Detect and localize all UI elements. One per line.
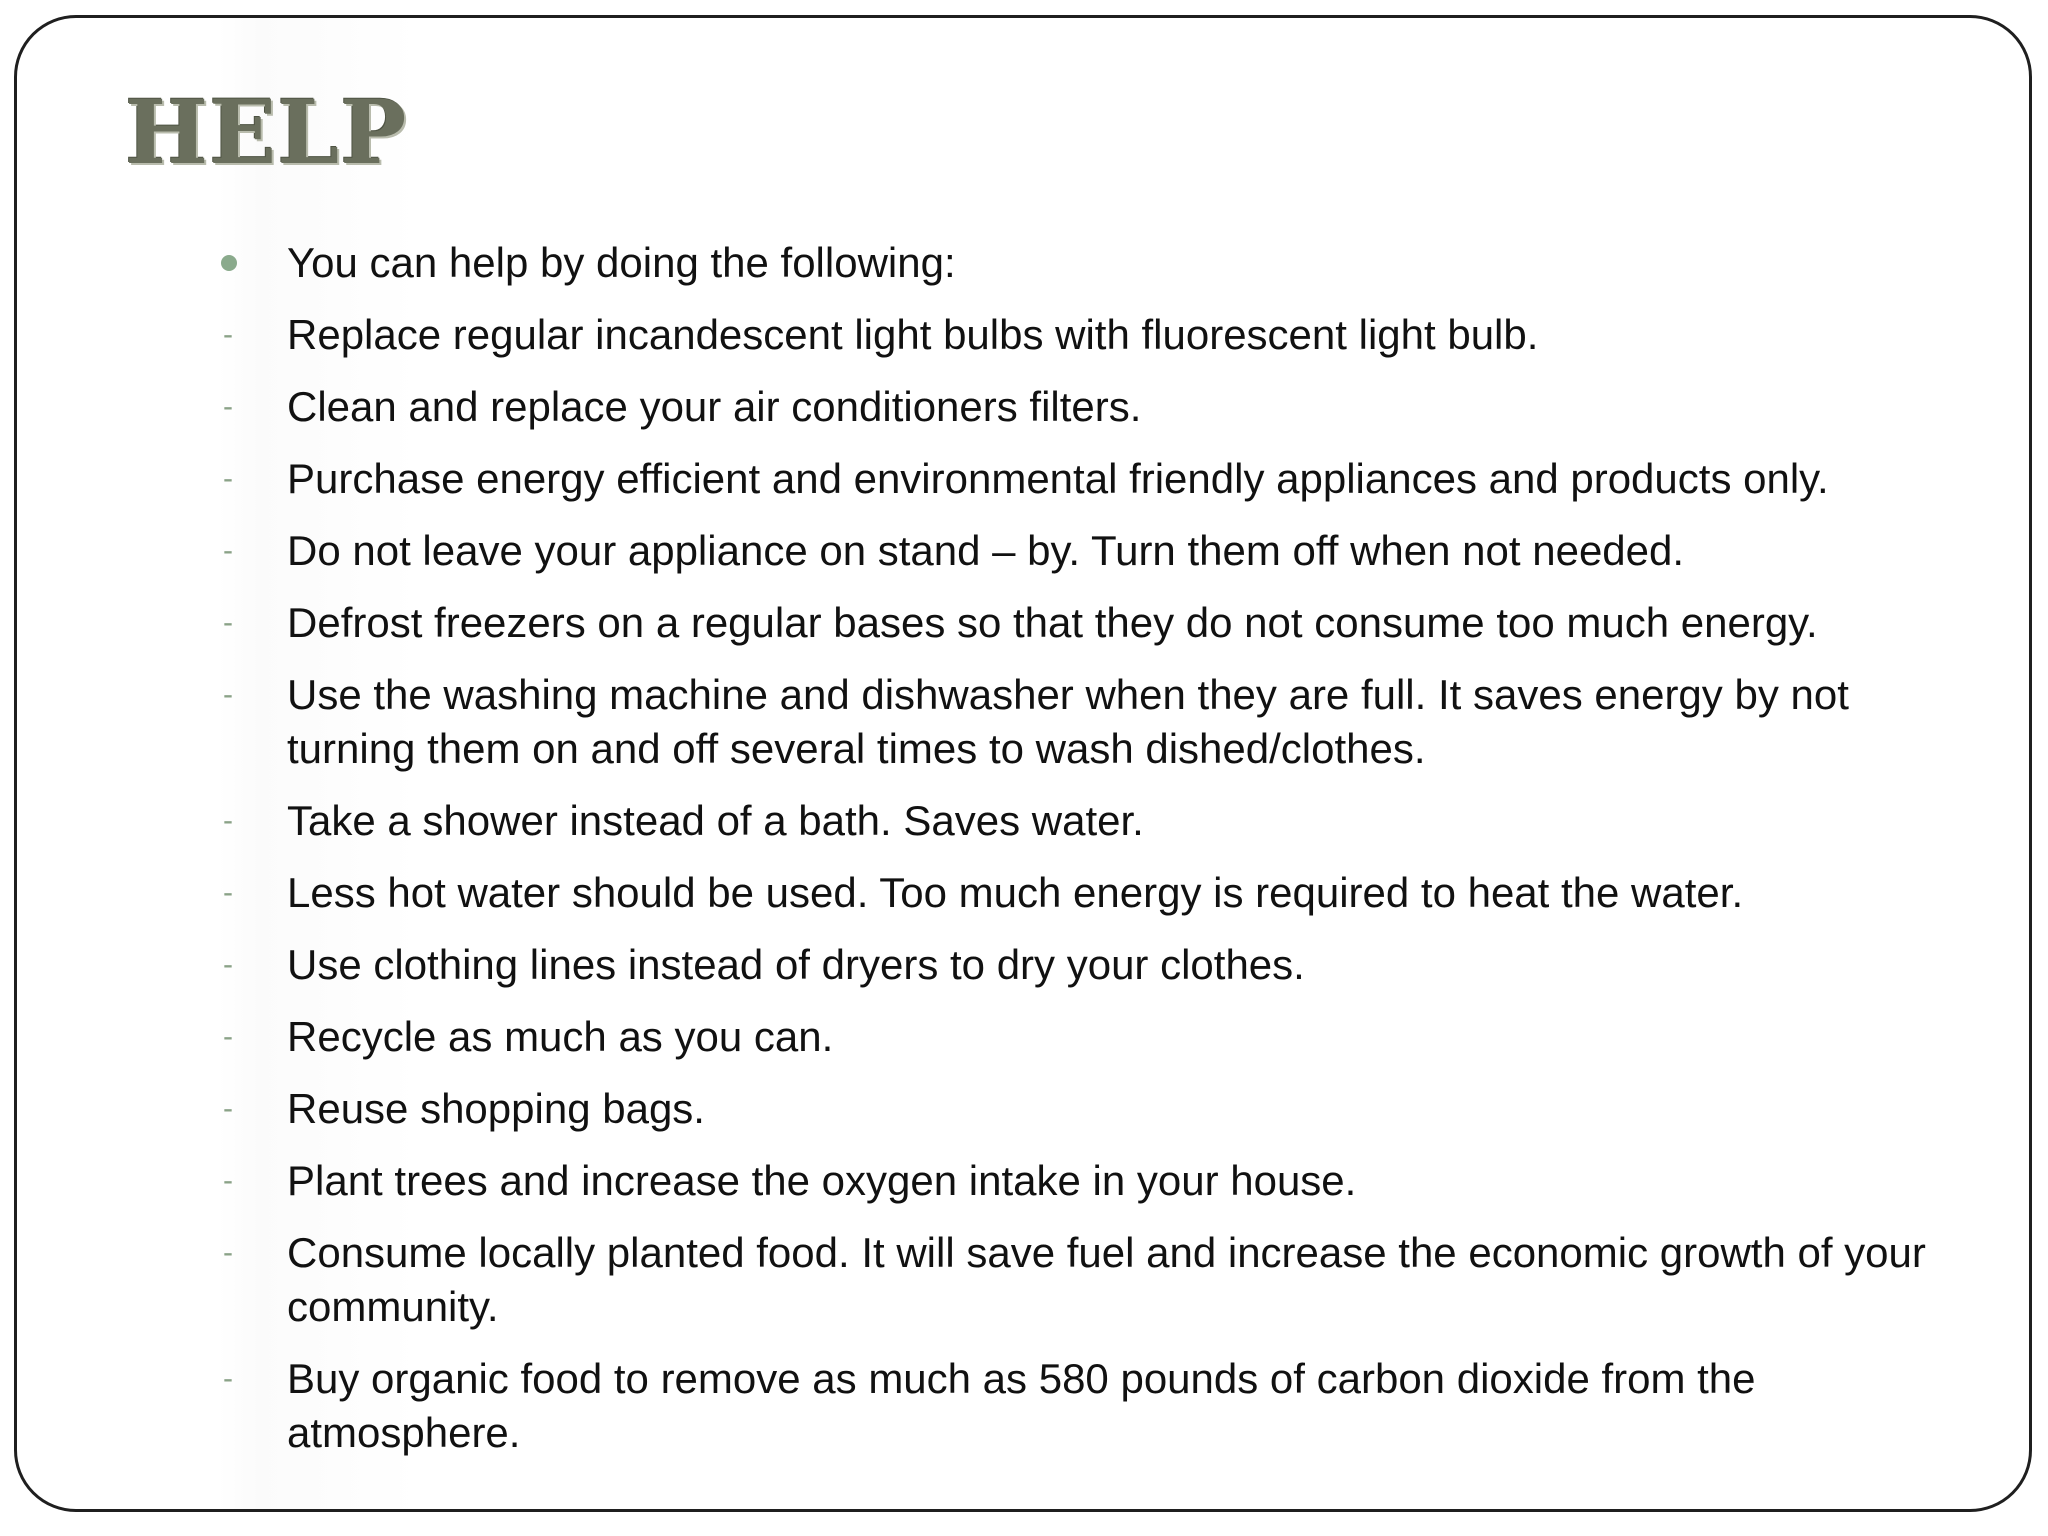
tips-list <box>213 236 1933 1478</box>
dash-marker: - <box>223 1236 233 1269</box>
list-item-text: Take a shower instead of a bath. Saves water. <box>287 797 1144 844</box>
list-item <box>213 1082 1933 1136</box>
list-item <box>213 1352 1933 1460</box>
dash-marker: - <box>223 318 233 351</box>
list-item-text: Buy organic food to remove as much as 580 pounds of carbon dioxide from the atmosphere. <box>287 1355 1756 1456</box>
bullet-dot-icon <box>221 255 237 271</box>
list-item-text: Clean and replace your air conditioners filters. <box>287 383 1142 430</box>
dash-marker: - <box>223 534 233 567</box>
dash-marker: - <box>223 804 233 837</box>
slide-frame <box>14 15 2032 1512</box>
list-item-intro <box>213 236 1933 290</box>
dash-marker: - <box>223 606 233 639</box>
dash-marker: - <box>223 390 233 423</box>
dash-marker: - <box>223 462 233 495</box>
list-item-text: Recycle as much as you can. <box>287 1013 834 1060</box>
list-item <box>213 1226 1933 1334</box>
list-item-text: Replace regular incandescent light bulbs with fluorescent light bulb. <box>287 311 1539 358</box>
list-item <box>213 380 1933 434</box>
list-item <box>213 938 1933 992</box>
dash-marker: - <box>223 876 233 909</box>
list-item <box>213 596 1933 650</box>
dash-marker: - <box>223 1164 233 1197</box>
dash-marker: - <box>223 1020 233 1053</box>
list-item-text: Use the washing machine and dishwasher when they are full. It saves energy by not turning them on and off several times to wash dished/clothes. <box>287 671 1849 772</box>
list-item-text: Use clothing lines instead of dryers to dry your clothes. <box>287 941 1305 988</box>
list-item <box>213 668 1933 776</box>
list-item-text: Defrost freezers on a regular bases so that they do not consume too much energy. <box>287 599 1818 646</box>
list-item <box>213 866 1933 920</box>
list-item <box>213 794 1933 848</box>
dash-marker: - <box>223 678 233 711</box>
list-item-text: Less hot water should be used. Too much energy is required to heat the water. <box>287 869 1744 916</box>
dash-marker: - <box>223 1362 233 1395</box>
list-item <box>213 308 1933 362</box>
list-item-text: Purchase energy efficient and environmental friendly appliances and products only. <box>287 455 1829 502</box>
list-item <box>213 1010 1933 1064</box>
list-item-text: Consume locally planted food. It will save fuel and increase the economic growth of your community. <box>287 1229 1926 1330</box>
list-item <box>213 1154 1933 1208</box>
dash-marker: - <box>223 948 233 981</box>
list-item-text: Plant trees and increase the oxygen intake in your house. <box>287 1157 1357 1204</box>
list-item <box>213 524 1933 578</box>
dash-marker: - <box>223 1092 233 1125</box>
list-item <box>213 452 1933 506</box>
list-item-text: Do not leave your appliance on stand – by. Turn them off when not needed. <box>287 527 1685 574</box>
list-item-text: Reuse shopping bags. <box>287 1085 705 1132</box>
list-item-text: You can help by doing the following: <box>287 239 956 286</box>
slide-title: HELP <box>125 80 408 184</box>
